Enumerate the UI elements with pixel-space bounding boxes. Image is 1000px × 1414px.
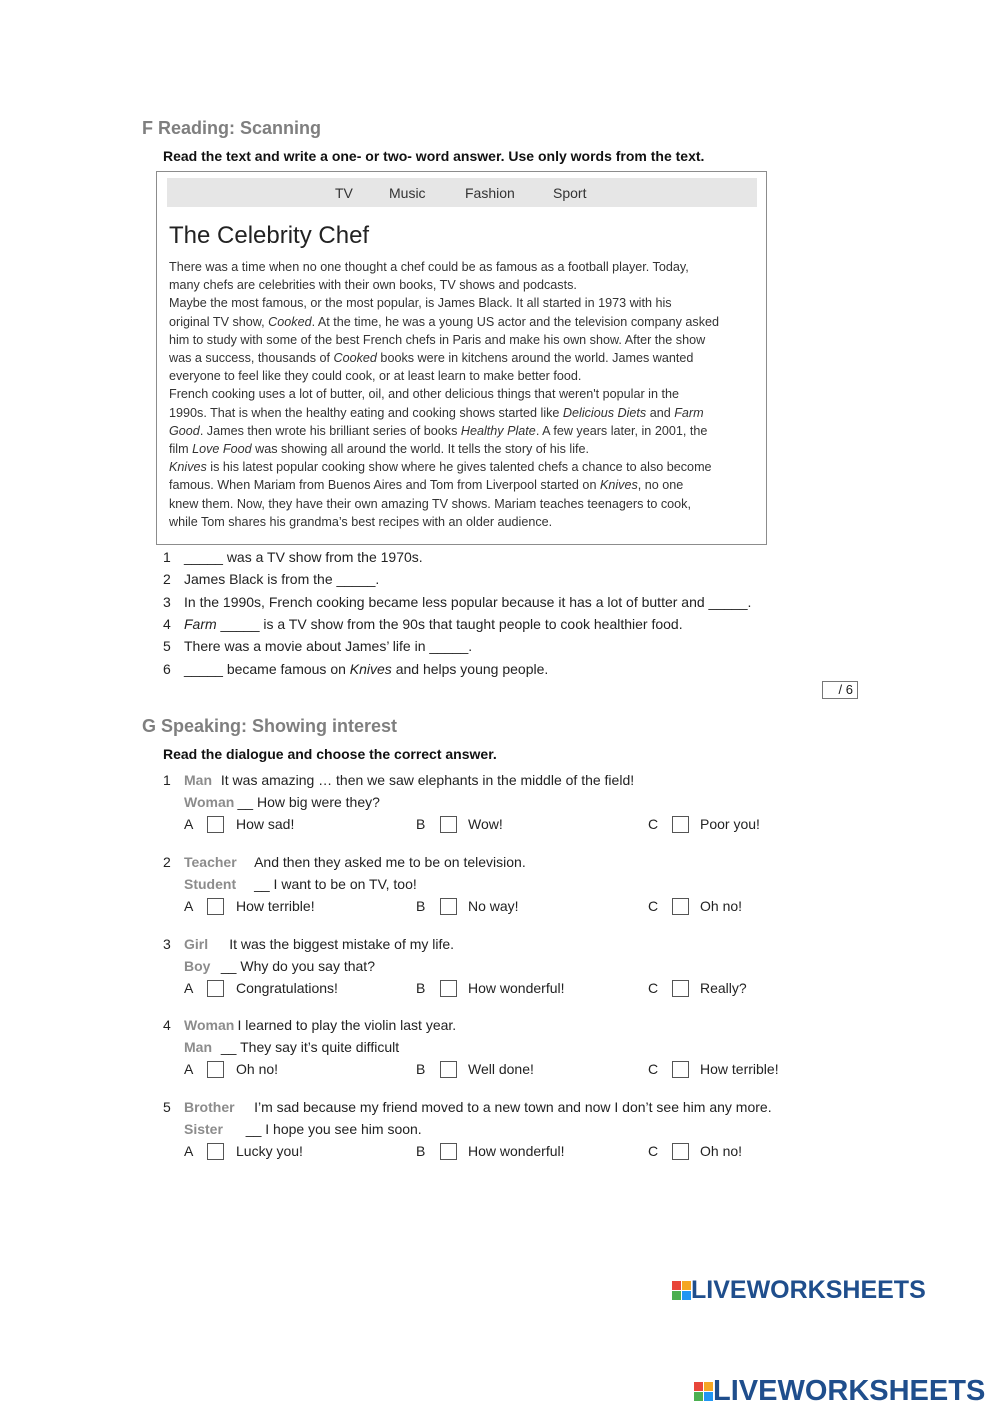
liveworksheets-logo-1 xyxy=(672,1276,926,1305)
option-text: How sad! xyxy=(236,816,295,832)
speaker-label: Man xyxy=(184,772,212,788)
option-text: How terrible! xyxy=(236,898,315,914)
logo-text: LIVEWORKSHEETS xyxy=(713,1375,986,1407)
answer-checkbox[interactable] xyxy=(440,1143,457,1160)
article-text: Farm xyxy=(674,405,704,420)
item-number: 1 xyxy=(163,772,171,788)
article-text: film xyxy=(169,442,193,457)
question-text: and helps young people. xyxy=(391,660,549,677)
article-nav-bar xyxy=(167,178,757,207)
article-text: Cooked xyxy=(268,314,312,329)
dialogue-line: __ They say it’s quite difficult xyxy=(220,1039,400,1055)
section-g-title: G Speaking: Showing interest xyxy=(142,716,398,736)
option-text: Really? xyxy=(700,980,747,996)
option-letter: B xyxy=(416,898,426,914)
article-text: and xyxy=(646,405,675,420)
article-text: him to study with some of the best French chefs in Paris and make his own show. After the show xyxy=(169,332,706,347)
question-text: _____ is a TV show from the 90s that taught people to cook healthier food. xyxy=(216,615,683,632)
answer-checkbox[interactable] xyxy=(440,980,457,997)
dialogue-line: __ Why do you say that? xyxy=(220,958,375,974)
question-text: _____ was a TV show from the 1970s. xyxy=(184,549,423,565)
speaker-label: Girl xyxy=(184,936,209,952)
dialogue-line: I learned to play the violin last year. xyxy=(237,1017,457,1033)
answer-checkbox[interactable] xyxy=(672,898,689,915)
speaker-label: Woman xyxy=(184,794,235,810)
answer-checkbox[interactable] xyxy=(440,816,457,833)
nav-item-sport[interactable]: Sport xyxy=(553,185,587,201)
answer-checkbox[interactable] xyxy=(207,898,224,915)
question-number: 1 xyxy=(163,549,171,565)
article-line xyxy=(169,367,757,385)
answer-checkbox[interactable] xyxy=(672,1143,689,1160)
speaker-label: Teacher xyxy=(184,854,237,870)
nav-item-tv[interactable]: TV xyxy=(335,185,353,201)
article-line xyxy=(169,258,757,276)
nav-item-fashion[interactable]: Fashion xyxy=(465,185,515,201)
logo-mark-icon xyxy=(694,1382,713,1401)
speaker-label: Student xyxy=(184,876,237,892)
option-text: Oh no! xyxy=(700,1143,743,1159)
article-line xyxy=(169,331,757,349)
question-number: 4 xyxy=(163,615,171,632)
answer-checkbox[interactable] xyxy=(672,1061,689,1078)
question-row xyxy=(163,616,683,634)
section-f-title: F Reading: Scanning xyxy=(142,118,322,138)
article-text: Delicious Diets xyxy=(562,405,647,420)
article-text: Cooked xyxy=(333,351,377,366)
question-text: _____ became famous on xyxy=(184,660,350,677)
dialogue-line: I’m sad because my friend moved to a new town and now I don’t see him any more. xyxy=(254,1099,772,1115)
article-text: many chefs are celebrities with their own books, TV shows and podcasts. xyxy=(169,278,577,293)
question-row xyxy=(163,638,472,656)
section-g-instruction: Read the dialogue and choose the correct answer. xyxy=(163,746,497,762)
article-line xyxy=(169,294,757,312)
article-line xyxy=(169,495,757,513)
dialogue-line: It was amazing … then we saw elephants in the middle of the field! xyxy=(220,772,635,788)
speaker-label: Sister xyxy=(184,1121,223,1137)
answer-checkbox[interactable] xyxy=(207,816,224,833)
question-text: Knives xyxy=(349,660,392,677)
article-line xyxy=(169,385,757,403)
option-text: How terrible! xyxy=(700,1061,779,1077)
option-text: No way! xyxy=(468,898,519,914)
article-text: Healthy Plate xyxy=(460,423,536,438)
answer-checkbox[interactable] xyxy=(207,1061,224,1078)
section-f-instruction: Read the text and write a one- or two- word answer. Use only words from the text. xyxy=(163,148,705,164)
article-title: The Celebrity Chef xyxy=(169,222,370,249)
dialogue-line: __ I hope you see him soon. xyxy=(245,1121,422,1137)
dialogue-line: __ I want to be on TV, too! xyxy=(254,876,417,892)
option-letter: C xyxy=(648,1143,659,1159)
question-text: There was a movie about James’ life in _____. xyxy=(184,638,473,655)
option-text: Oh no! xyxy=(700,898,743,914)
article-body xyxy=(169,258,757,531)
answer-checkbox[interactable] xyxy=(440,1061,457,1078)
option-text: Congratulations! xyxy=(236,980,338,996)
article-line xyxy=(169,349,757,367)
answer-checkbox[interactable] xyxy=(672,980,689,997)
article-line xyxy=(169,276,757,294)
speaker-label: Man xyxy=(184,1039,212,1055)
article-line xyxy=(169,404,757,422)
answer-checkbox[interactable] xyxy=(207,1143,224,1160)
item-number: 5 xyxy=(163,1099,171,1115)
speaker-label: Boy xyxy=(184,958,211,974)
question-row xyxy=(163,571,379,589)
article-text: knew them. Now, they have their own amazing TV shows. Mariam teaches teenagers to cook, xyxy=(169,496,691,511)
option-text: How wonderful! xyxy=(468,980,565,996)
option-text: Wow! xyxy=(468,816,503,832)
article-line xyxy=(169,440,757,458)
article-text: everyone to feel like they could cook, or at least learn to make better food. xyxy=(169,369,582,384)
article-text: books were in kitchens around the world. James wanted xyxy=(376,351,694,366)
option-letter: C xyxy=(648,980,659,996)
item-number: 2 xyxy=(163,854,171,870)
option-text: Lucky you! xyxy=(236,1143,303,1159)
question-text: James Black is from the _____. xyxy=(184,571,380,588)
question-text: Farm xyxy=(184,615,217,632)
option-letter: A xyxy=(184,816,194,832)
option-letter: C xyxy=(648,1061,659,1077)
option-letter: A xyxy=(184,1061,194,1077)
article-text: . James then wrote his brilliant series of books xyxy=(199,423,461,438)
dialogue-line: And then they asked me to be on television. xyxy=(254,854,526,870)
logo-text: LIVEWORKSHEETS xyxy=(691,1276,926,1304)
dialogue-line: It was the biggest mistake of my life. xyxy=(229,936,455,952)
question-number: 5 xyxy=(163,638,171,655)
answer-checkbox[interactable] xyxy=(207,980,224,997)
article-text: while Tom shares his grandma’s best recipes with an older audience. xyxy=(169,514,553,529)
question-number: 6 xyxy=(163,660,171,677)
question-row xyxy=(163,549,423,567)
article-line xyxy=(169,422,757,440)
option-letter: B xyxy=(416,1143,426,1159)
article-text: was a success, thousands of xyxy=(169,351,334,366)
option-letter: B xyxy=(416,1061,426,1077)
speaker-label: Woman xyxy=(184,1017,235,1033)
logo-mark-icon xyxy=(672,1281,691,1300)
article-text: Maybe the most famous, or the most popular, is James Black. It all started in 1973 with his xyxy=(169,296,672,311)
article-line xyxy=(169,513,757,531)
article-line xyxy=(169,476,757,494)
article-text: . A few years later, in 2001, the xyxy=(535,423,708,438)
option-text: Well done! xyxy=(468,1061,534,1077)
dialogue-line: __ How big were they? xyxy=(237,794,380,810)
nav-item-music[interactable]: Music xyxy=(389,185,426,201)
article-text: Knives xyxy=(169,460,207,475)
option-letter: B xyxy=(416,816,426,832)
question-row xyxy=(163,661,548,679)
option-letter: C xyxy=(648,816,659,832)
item-number: 3 xyxy=(163,936,171,952)
article-text: Love Food xyxy=(192,442,252,457)
article-line xyxy=(169,458,757,476)
answer-checkbox[interactable] xyxy=(672,816,689,833)
speaker-label: Brother xyxy=(184,1099,235,1115)
article-text: original TV show, xyxy=(169,314,269,329)
article-text: was showing all around the world. It tells the story of his life. xyxy=(251,442,590,457)
article-text: Knives xyxy=(599,478,638,493)
article-text: Good xyxy=(169,423,200,438)
article-text: . At the time, he was a young US actor and the television company asked xyxy=(311,314,720,329)
answer-checkbox[interactable] xyxy=(440,898,457,915)
option-letter: A xyxy=(184,898,194,914)
question-row xyxy=(163,594,751,612)
option-letter: A xyxy=(184,1143,194,1159)
article-text: famous. When Mariam from Buenos Aires and Tom from Liverpool started on xyxy=(169,478,600,493)
option-text: How wonderful! xyxy=(468,1143,565,1159)
article-line xyxy=(169,313,757,331)
liveworksheets-logo-2 xyxy=(694,1375,985,1408)
option-letter: C xyxy=(648,898,659,914)
article-text: French cooking uses a lot of butter, oil, and other delicious things that weren't popular in the xyxy=(169,387,679,402)
item-number: 4 xyxy=(163,1017,171,1033)
option-letter: A xyxy=(184,980,194,996)
article-text: 1990s. That is when the healthy eating and cooking shows started like xyxy=(169,405,563,420)
article-text: is his latest popular cooking show where he gives talented chefs a chance to also become xyxy=(206,460,712,475)
option-text: Oh no! xyxy=(236,1061,279,1077)
question-text: In the 1990s, French cooking became less popular because it has a lot of butter and _____. xyxy=(184,593,752,610)
option-letter: B xyxy=(416,980,426,996)
question-number: 3 xyxy=(163,593,171,610)
article-text: There was a time when no one thought a chef could be as famous as a football player. Today, xyxy=(169,260,689,274)
score-box: / 6 xyxy=(822,681,858,699)
question-number: 2 xyxy=(163,571,171,588)
option-text: Poor you! xyxy=(700,816,760,832)
article-text: , no one xyxy=(637,478,684,493)
